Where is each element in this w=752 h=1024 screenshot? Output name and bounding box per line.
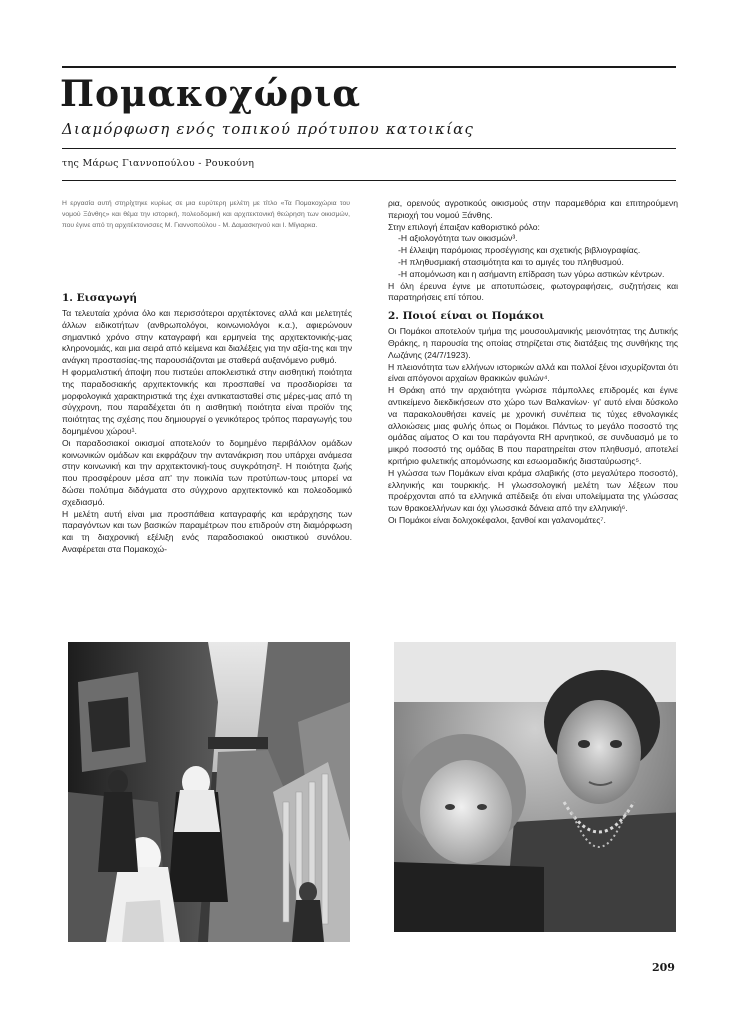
subtitle-rule bbox=[62, 148, 676, 149]
right-column bbox=[388, 198, 678, 527]
top-rule bbox=[62, 66, 676, 68]
photo-children-portrait bbox=[394, 642, 676, 932]
section-heading-intro: 1. Εισαγωγή bbox=[62, 292, 138, 304]
article-subtitle: Διαμόρφωση ενός τοπικού πρότυπου κατοικίας bbox=[62, 120, 475, 138]
col2-intro-lead: Στην επιλογή έπαιξαν καθοριστικό ρόλο: bbox=[388, 221, 540, 232]
section2-paragraph-4: Η γλώσσα των Πομάκων είναι κράμα σλαβικής (στο μεγαλύτερο ποσοστό), ελληνικής και τουρκικής. Η γλωσσολογική μελέτη των λέξεων που προέρχονται από τα ελληνικά απέδειξε ότι είναι υπολείμματα της γλώσσας των θρακοελλήνων και όχι γλωσσικά δάνεια από την ελληνική⁶. bbox=[388, 467, 678, 514]
col2-intro-paragraph: ρια, ορεινούς αγροτικούς οικισμούς στην παραμεθόρια και επιτηρούμενη περιοχή του νομού Ξάνθης. bbox=[388, 198, 678, 220]
author-rule bbox=[62, 180, 676, 181]
section2-paragraph-1: Οι Πομάκοι αποτελούν τμήμα της μουσουλμανικής μειονότητας της Δυτικής Θράκης, η παρουσία της οποίας στηρίζεται στις διατάξεις της συνθήκης της Λωζάνης (24/7/1923). bbox=[388, 326, 678, 360]
page-number: 209 bbox=[652, 961, 675, 974]
photo-children-portrait-image bbox=[394, 642, 676, 932]
intro-paragraph-2: Η φορμαλιστική άποψη που πιστεύει αποκλειστικά στην αισθητική ποιότητα της παραδοσιακής αρχιτεκτονικής και προσπαθεί να προσδιορίσει τα μορφολογικά χαρακτηριστικά της έχει αντικατασταθεί στις μέρες-μας από τη σύγχρονη, που παραδέχεται ότι η αισθητική ποιότητα είναι προϊόν της ποιότητας της σχέσης που δημιουργεί ο γενικότερος τρόπος παραγωγής του δομημένου χώρου¹. bbox=[62, 366, 352, 436]
article-abstract: Η εργασία αυτή στηρίχτηκε κυρίως σε μια ευρύτερη μελέτη με τίτλο «Τα Πομακοχώρια του νομού Ξάνθης» και θέμα την ιστορική, πολεοδομική και αρχιτεκτονική θεώρηση των οικισμών, που έγινε από τη αρχιτέκτονισσες Μ. Γιαννοπούλου - Μ. Δαμασκηνού και Ι. Μίγιαρκα. bbox=[62, 200, 350, 229]
article-title: Πομακοχώρια bbox=[60, 73, 362, 115]
intro-paragraph-4: Η μελέτη αυτή είναι μια προσπάθεια καταγραφής και ιεράρχησης των παραγόντων και των βασικών παραμέτρων που επιδρούν στη διαμόρφωση και τη διαχρονική εξέλιξη ενός παραδοσιακού οικιστικού συνόλου. Αναφέρεται στα Πομακοχώ- bbox=[62, 508, 352, 554]
criteria-list bbox=[388, 233, 678, 280]
list-item: -Η απομόνωση και η ασήμαντη επίδραση των γύρω αστικών κέντρων. bbox=[398, 268, 665, 279]
article-author: της Μάρως Γιαννοπούλου - Ρουκούνη bbox=[62, 158, 255, 169]
list-item: -Η έλλειψη παρόμοιας προσέγγισης και σχετικής βιβλιογραφίας. bbox=[398, 245, 641, 256]
intro-paragraph-1: Τα τελευταία χρόνια όλο και περισσότεροι αρχιτέκτονες αλλά και μελετητές άλλων ειδικοτήτων (ανθρωπολόγοι, κοινωνιολόγοι κ.α.), αφιερώνουν σημαντικό χρόνο στην καταγραφή και ερμηνεία της αρχιτεκτονικής-μας κληρονομιάς, και μια σειρά από κείμενα και διαλέξεις για την αξία-της και την ανάγκη προστασίας-της παρουσιάζονται με σταθερά αυξανόμενο ρυθμό. bbox=[62, 308, 352, 366]
photo-village-street bbox=[68, 642, 350, 942]
list-item: -Η πληθυσμιακή στασιμότητα και το αμιγές του πληθυσμού. bbox=[398, 256, 624, 267]
left-column bbox=[62, 292, 352, 556]
intro-paragraph-3: Οι παραδοσιακοί οικισμοί αποτελούν το δομημένο περιβάλλον ομάδων κοινωνικών ομάδων και εκφράζουν την αντανάκριση που υπάρχει ανάμεσα στην κοινωνική και την αρχιτεκτονική-τους συγκρότηση². Η ποιότητα ζωής που προσφέρουν μέσα απ' την ποικιλία των προτύπων-τους μπορεί να δώσει πολύτιμα διδάγματα στο σύγχρονο αρχιτεκτονικό και πολεοδομικό σχεδιασμό. bbox=[62, 437, 352, 507]
section2-paragraph-3: Η Θράκη από την αρχαιότητα γνώρισε πάμπολλες επιδρομές και έγινε αντικείμενο διεκδικήσεων στο χώρο των Βαλκανίων· γι' αυτό είναι δύσκολο να παρακολουθήσει κανείς με χρονική συνέπεια τις τύχες εθνολογικές αλλοιώσεις μιας φυλής όπως οι Πομάκοι. Πάντως το μεγάλο ποσοστό της ομάδας αίματος Ο και του παράγοντα RH αρνητικού, σε συνδυασμό με το μικρό ποσοστό της ομάδας B που παρατηρείται στον πληθυσμό, αποτελεί κριτήριο φυλετικής απομόνωσης και εσωομαδικής διασταύρωσης⁵. bbox=[388, 385, 678, 466]
section2-paragraph-2: Η πλειονότητα των ελλήνων ιστορικών αλλά και πολλοί ξένοι ισχυρίζονται ότι είναι απόγονοι αρχαίων θρακικών φυλών⁴. bbox=[388, 361, 678, 384]
section2-paragraph-5: Οι Πομάκοι είναι δολιχοκέφαλοι, ξανθοί και γαλανομάτες⁷. bbox=[388, 514, 606, 525]
col2-after-paragraph: Η όλη έρευνα έγινε με αποτυπώσεις, φωτογραφήσεις, συζητήσεις και παρατηρήσεις επί τόπου. bbox=[388, 280, 678, 303]
section-heading-pomaks: 2. Ποιοί είναι οι Πομάκοι bbox=[388, 310, 545, 323]
list-item: -Η αξιολογότητα των οικισμών³. bbox=[398, 233, 518, 244]
photo-village-street-image bbox=[68, 642, 350, 942]
